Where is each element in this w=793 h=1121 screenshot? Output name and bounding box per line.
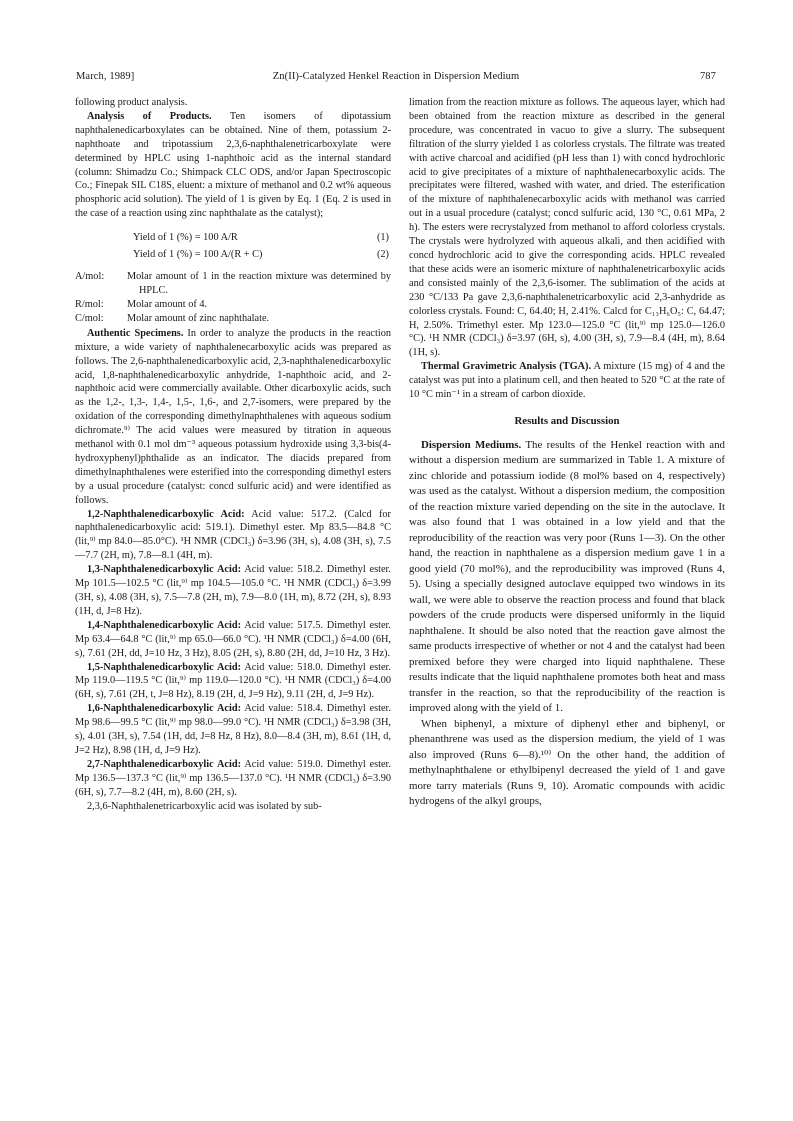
variable-definitions: [75, 270, 391, 326]
paragraph-text: In order to analyze the products in the reaction mixture, a wide variety of naphthalenecarboxylic acids was prepared as follows. The 2,6-naphthalenedicarboxylic acid, 2,3-naphthalenedicarboxylic acid, 1,8-naphthalenedicarboxylic anhydride, 1-naphthoic acid, and 2-naphthoic acid were commercially available. Other dicarboxylic acids, such as the 1,2-, 1,3-, 1,4-, 1,5-, 1,6-, and 2,7-isomers, were prepared by the oxidation of the corresponding dimethylnaphthalenes with aqueous sodium dichromate.⁹⁾ The acid values were measured by titration in aqueous methanol with 0.1 mol dm⁻³ aqueous potassium hydroxide using 3,3-bis(4-hydroxyphenyl)phthalide as an indicator. The diacids prepared from dimethylnaphthalenes were esterified into the corresponding dimethyl esters by a usual procedure (catalyst: concd sulfuric acid) and were identified as follows.: [75, 327, 392, 506]
definition-description: Molar amount of zinc naphthalate.: [127, 312, 270, 324]
compound-name: 1,4-Naphthalenedicarboxylic Acid:: [87, 619, 242, 631]
definition-description: Molar amount of 4.: [127, 298, 208, 310]
compound-data: Acid value: 518.2. Dimethyl ester. Mp 101.5—102.5 °C (lit,⁹⁾ mp 104.5—105.0 °C. ¹H NMR (CDCl₃) δ=3.99 (3H, s), 4.08 (3H, s), 7.5—7.8 (2H, m), 7.9—8.0 (1H, m), 8.72 (2H, s), 8.93 (1H, d, J=8 Hz).: [75, 564, 391, 617]
equation-2: [75, 246, 391, 263]
compound-entry-2-7: [75, 758, 391, 800]
paragraph-continuation: following product analysis.: [75, 97, 188, 108]
analysis-of-products-paragraph: [75, 110, 391, 221]
compound-data: Acid value: 517.5. Dimethyl ester. Mp 63.4—64.8 °C (lit,⁹⁾ mp 65.0—66.0 °C). ¹H NMR (CDCl₃) δ=4.00 (6H, s), 7.61 (2H, dd, J=10 Hz, 3 Hz), 8.05 (2H, s), 8.80 (2H, dd, J=10 Hz, 3 Hz).: [75, 619, 391, 659]
page-number: 787: [699, 71, 716, 82]
compound-entry-1-5: [75, 661, 391, 703]
right-column: [409, 96, 725, 810]
compound-data: Acid value: 517.2. (Calcd for naphthalenedicarboxylic acid: 519.1). Dimethyl ester. Mp 83.5—84.8 °C (lit,⁹⁾ mp 84.0—85.0°C). ¹H NMR (CDCl₃) δ=3.96 (3H, s), 4.08 (3H, s), 7.5—7.7 (2H, m), 7.8—8.1 (4H, m).: [75, 508, 391, 562]
definition-item: [75, 298, 391, 312]
section-heading: Results and Discussion: [514, 414, 620, 427]
compound-data: Acid value: 519.0. Dimethyl ester. Mp 136.5—137.3 °C (lit,⁹⁾ mp 136.5—137.0 °C). ¹H NMR (CDCl₃) δ=3.90 (6H, s), 7.7—8.2 (4H, m), 8.60 (2H, s).: [75, 758, 391, 798]
compound-entry-1-4: [75, 619, 391, 661]
compound-entry-1-3: [75, 563, 391, 619]
paragraph-heading: Dispersion Mediums.: [421, 438, 522, 451]
equation-text: Yield of 1 (%) = 100 A/R: [133, 232, 238, 244]
authentic-specimens-paragraph: [75, 327, 391, 508]
paragraph-sublimation: limation from the reaction mixture as follows. The aqueous layer, which had been obtained from the reaction mixture as described in the general procedure, was concentrated in vacuo to give a slurry. The subsequent filtration of the slurry yielded 1 as colorless crystals. The filtrate was treated with active charcoal and acidified (pH less than 1) with concd hydrochloric acid to give precipitates of a mixture of naphthalenecarboxylic acids. The precipitates were filtered, washed with water, and dried. The esterification of the mixture of naphthalenecarboxylic acids with methanol was carried out in a usual procedure (catalyst; concd sulfuric acid, 130 °C, 0.61 MPa, 2 h). The esters were recrystalyzed from methanol to afford colorless crystals. The crystals were hydrolyzed with aqueous alkali, and then acidified with concd hydrochloric acid to give the corresponding acids. HPLC revealed that these acids were an isomeric mixture of naphthalenetricarboxylic acids and consisted mainly of the 2,3,6-isomer. The sublimation of the acids at 230 °C/133 Pa gave 2,3,6-naphthalenetricarboxylic acid 2,3-anhydride as colorless crystals. Found: C, 64.40; H, 2.41%. Calcd for C₁₃H₆O₅: C, 64.47; H, 2.50%. Trimethyl ester. Mp 123.0—125.0 °C (lit,⁹⁾ mp 125.0—126.0 °C). ¹H NMR (CDCl₃) δ=3.97 (6H, s), 4.00 (3H, s), 7.9—8.4 (4H, m), 8.64 (1H, s).: [409, 97, 725, 359]
paragraph-text: The results of the Henkel reaction with and without a dispersion medium are summarized in Table 1. A mixture of zinc chloride and potassium iodide (8 mol% based on 4, respectively) was used as the catalyst. Without a dispersion medium, the composition of the reaction mixture varied depending on the site in the autoclave. It was also found that 1 was obtained in a low yield and that the reproducibility of the reaction was very poor (Runs 1—3). On the other hand, the reaction in naphthalene as a dispersion medium gave 1 in a good yield (70 mol%), and the reproducibility was improved (Runs 4, 5). Using a specially designed autoclave equipped two windows in its wall, we were able to observe the reaction process and found that black powders of the crude products were dispersed uniformly in the liquid naphthalene. It should be also noted that the reaction gave almost the same products irrespective of whether or not 4 and the catalyst had been premixed before they were charged into liquid naphthalene. These results indicate that the liquid naphthalene promotes both heat and mass transfer in the reaction, so that the reproducibility of the reaction is improved along with the yield of 1.: [409, 438, 725, 715]
compound-name: 1,3-Naphthalenedicarboxylic Acid:: [87, 564, 242, 576]
issue-date: March, 1989]: [76, 71, 135, 82]
results-body: [409, 438, 725, 810]
equations: [75, 229, 391, 263]
running-header: [76, 71, 716, 87]
dispersion-mediums-paragraph: [409, 438, 725, 717]
compound-name: 1,2-Naphthalenedicarboxylic Acid:: [87, 508, 245, 520]
compound-entry-1-2: [75, 508, 391, 564]
definition-item: [75, 312, 391, 326]
paragraph-text: A mixture (15 mg) of 4 and the catalyst was put into a platinum cell, and then heated to 520 °C at the rate of 10 °C min⁻¹ in a stream of carbon dioxide.: [409, 361, 725, 401]
compound-name: 1,5-Naphthalenedicarboxylic Acid:: [87, 661, 242, 673]
paragraph-heading: Authentic Specimens.: [87, 327, 184, 339]
definition-term: R/mol:: [75, 298, 104, 310]
paragraph-tricarboxylic: 2,3,6-Naphthalenetricarboxylic acid was isolated by sub-: [87, 800, 322, 812]
definition-item: [75, 270, 391, 298]
paragraph-heading: Analysis of Products.: [87, 110, 212, 122]
compound-name: 1,6-Naphthalenedicarboxylic Acid:: [87, 703, 242, 715]
running-title: Zn(II)-Catalyzed Henkel Reaction in Dispersion Medium: [272, 71, 520, 82]
biphenyl-paragraph: When biphenyl, a mixture of diphenyl ether and biphenyl, or phenanthrene was used as the dispersion medium, the yield of 1 was also improved (Runs 6—8).¹⁰⁾ On the other hand, the addition of methylnaphthalene or ethylbipenyl decreased the yield of 1 and gave more tarry materials (Runs 9, 10). Aromatic compounds with acidic hydrogens of the alkyl groups,: [409, 717, 725, 808]
definition-term: C/mol:: [75, 312, 104, 324]
equation-number: (2): [376, 249, 389, 261]
paragraph-text: Ten isomers of dipotassium naphthalenedicarboxylates can be obtained. Nine of them, potassium 2-naphthoate and tripotassium 2,3,6-naphthalenetricarboxylate were determined by HPLC using 1-naphthoic acid as the internal standard (column: Shimadzu Co.; Shimpack CLC ODS, and/or Japan Spectroscopic Co.; Finepak SIL C18S, eluent: a mixture of methanol and 0.2 wt% aqueous phosphoric acid solution). The yield of 1 is given by Eq. 1 (Eq. 2 is used in the case of a reaction using zinc naphthalate as the catalyst);: [75, 110, 391, 220]
equation-number: (1): [376, 232, 389, 244]
definition-term: A/mol:: [75, 271, 105, 283]
definition-description: Molar amount of 1 in the reaction mixture was determined by HPLC.: [127, 271, 391, 297]
equation-text: Yield of 1 (%) = 100 A/(R + C): [133, 249, 263, 261]
paragraph-heading: Thermal Gravimetric Analysis (TGA).: [421, 361, 592, 373]
compound-name: 2,7-Naphthalenedicarboxylic Acid:: [87, 758, 242, 770]
tga-paragraph: [409, 360, 725, 402]
equation-1: [75, 229, 391, 246]
compound-entry-1-6: [75, 702, 391, 758]
compound-data: Acid value: 518.0. Dimethyl ester. Mp 119.0—119.5 °C (lit,⁹⁾ mp 119.0—120.0 °C). ¹H NMR (CDCl₃) δ=4.00 (6H, s), 7.61 (2H, t, J=8 Hz), 8.19 (2H, d, J=9 Hz), 9.11 (2H, d, J=9 Hz).: [75, 661, 391, 701]
compound-data: Acid value: 518.4. Dimethyl ester. Mp 98.6—99.5 °C (lit,⁹⁾ mp 98.0—99.0 °C). ¹H NMR (CDCl₃) δ=3.98 (3H, s), 4.01 (3H, s), 7.54 (1H, dd, J=8 Hz, 8 Hz), 8.0—8.4 (3H, m), 8.61 (1H, d, J=2 Hz), 8.98 (1H, d, J=9 Hz).: [75, 703, 391, 756]
left-column: [75, 96, 391, 814]
